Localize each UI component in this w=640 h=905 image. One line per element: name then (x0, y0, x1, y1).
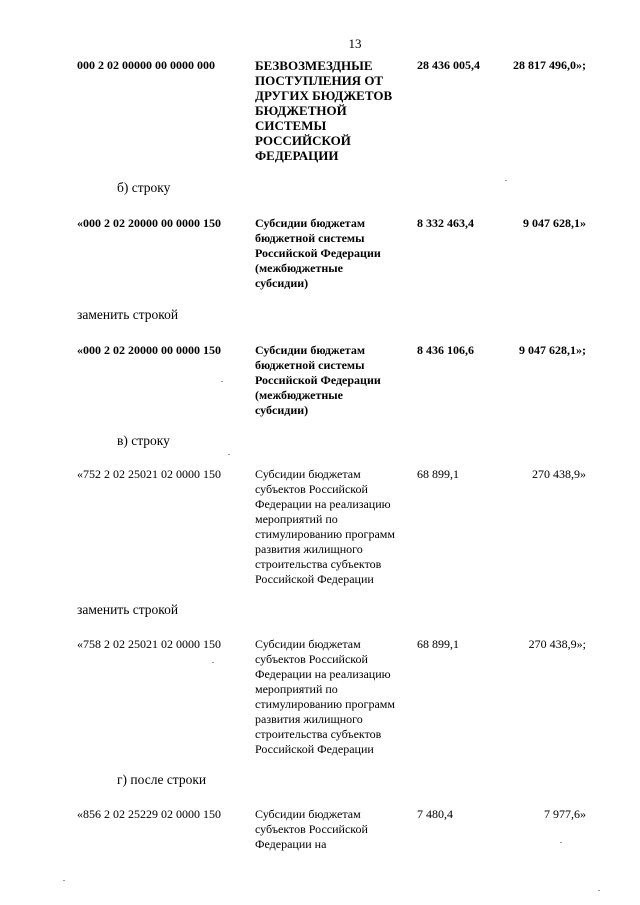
amount-second-year: 9 047 628,1»; (519, 343, 586, 357)
description-line: Субсидии бюджетам (255, 343, 365, 357)
description-line: мероприятий по (255, 682, 338, 696)
description-line: Федерации на (255, 837, 327, 851)
row-description (255, 58, 405, 163)
description-line: (межбюджетные (255, 388, 343, 402)
description-line: Российской Федерации (255, 742, 374, 756)
budget-code: 000 2 02 00000 00 0000 000 (77, 58, 215, 72)
amount-second-year: 270 438,9»; (528, 637, 586, 651)
description-line: субъектов Российской (255, 652, 368, 666)
row-description (255, 807, 405, 852)
row-description (255, 216, 405, 291)
description-line: субъектов Российской (255, 482, 368, 496)
amount-first-year: 28 436 005,4 (417, 58, 480, 72)
row-description (255, 467, 405, 587)
instruction-v: в) строку (117, 433, 170, 448)
description-line: БЕЗВОЗМЕЗДНЫЕ (255, 58, 373, 73)
amount-second-year: 270 438,9» (532, 467, 586, 481)
instruction-replace: заменить строкой (77, 602, 179, 617)
amount-first-year: 8 436 106,6 (417, 343, 474, 357)
description-line: стимулированию программ (255, 697, 395, 711)
scan-speck (560, 842, 562, 843)
row-description (255, 343, 405, 418)
description-line: развития жилищного (255, 712, 363, 726)
description-line: Российской Федерации (255, 373, 381, 387)
description-line: субъектов Российской (255, 822, 368, 836)
budget-code: «856 2 02 25229 02 0000 150 (77, 807, 221, 821)
scan-speck (228, 454, 230, 455)
amount-second-year: 7 977,6» (544, 807, 586, 821)
description-line: Субсидии бюджетам (255, 467, 361, 481)
description-line: Субсидии бюджетам (255, 807, 361, 821)
amount-first-year: 68 899,1 (417, 637, 459, 651)
description-line: Российской Федерации (255, 572, 374, 586)
instruction-replace: заменить строкой (77, 307, 179, 322)
scan-speck (505, 180, 507, 181)
scan-speck (212, 662, 214, 663)
scan-speck (598, 890, 600, 891)
description-line: строительства субъектов (255, 727, 382, 741)
description-line: ПОСТУПЛЕНИЯ ОТ (255, 73, 384, 88)
description-line: бюджетной системы (255, 358, 365, 372)
amount-first-year: 7 480,4 (417, 807, 453, 821)
amount-second-year: 9 047 628,1» (523, 216, 586, 230)
budget-code: «000 2 02 20000 00 0000 150 (77, 343, 221, 357)
description-line: мероприятий по (255, 512, 338, 526)
description-line: субсидии) (255, 276, 309, 290)
scan-speck (63, 880, 65, 881)
amount-first-year: 8 332 463,4 (417, 216, 474, 230)
description-line: развития жилищного (255, 542, 363, 556)
description-line: ДРУГИХ БЮДЖЕТОВ (255, 88, 393, 103)
page-number: 13 (348, 36, 362, 51)
instruction-b: б) строку (117, 180, 171, 195)
description-line: стимулированию программ (255, 527, 395, 541)
description-line: ФЕДЕРАЦИИ (255, 148, 339, 163)
description-line: РОССИЙСКОЙ (255, 133, 351, 148)
description-line: (межбюджетные (255, 261, 343, 275)
budget-code: «000 2 02 20000 00 0000 150 (77, 216, 221, 230)
description-line: Субсидии бюджетам (255, 216, 365, 230)
description-line: СИСТЕМЫ (255, 118, 327, 133)
amount-first-year: 68 899,1 (417, 467, 459, 481)
description-line: Федерации на реализацию (255, 667, 391, 681)
description-line: БЮДЖЕТНОЙ (255, 103, 347, 118)
description-line: Российской Федерации (255, 246, 381, 260)
row-description (255, 637, 405, 757)
instruction-g: г) после строки (117, 772, 207, 787)
description-line: Субсидии бюджетам (255, 637, 361, 651)
description-line: строительства субъектов (255, 557, 382, 571)
amount-second-year: 28 817 496,0»; (513, 58, 586, 72)
budget-code: «758 2 02 25021 02 0000 150 (77, 637, 221, 651)
description-line: субсидии) (255, 403, 309, 417)
budget-code: «752 2 02 25021 02 0000 150 (77, 467, 221, 481)
description-line: Федерации на реализацию (255, 497, 391, 511)
scan-speck (221, 381, 223, 382)
description-line: бюджетной системы (255, 231, 365, 245)
